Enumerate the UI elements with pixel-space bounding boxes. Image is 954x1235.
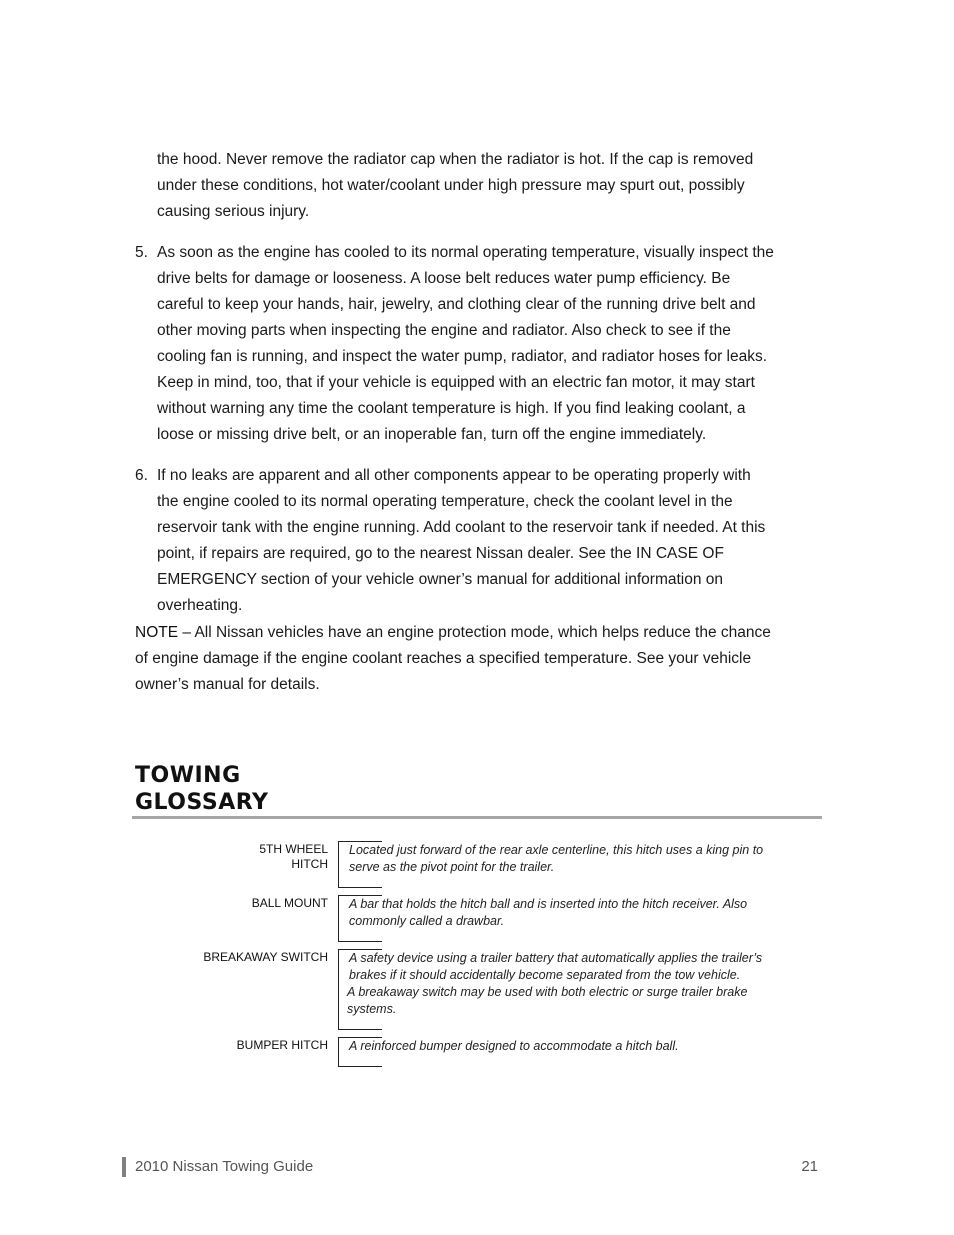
footer-title: 2010 Nissan Towing Guide [135, 1158, 314, 1175]
definition-line: A breakaway switch may be used with both electric or surge trailer brake [347, 985, 748, 999]
text-line: of engine damage if the engine coolant reaches a specified temperature. See your vehicle [135, 650, 752, 667]
text-line: EMERGENCY section of your vehicle owner’s manual for additional information on [157, 571, 724, 588]
glossary-term-5th-wheel-hitch [158, 842, 328, 872]
section-divider [132, 816, 822, 819]
glossary-term-ball-mount [158, 896, 328, 911]
text-line: the hood. Never remove the radiator cap when the radiator is hot. If the cap is removed [157, 151, 754, 168]
text-line: As soon as the engine has cooled to its normal operating temperature, visually inspect the [157, 244, 774, 261]
note-label: NOTE – [135, 624, 191, 641]
definition-line: systems. [347, 1002, 397, 1016]
glossary-definition-ball-mount [338, 895, 809, 942]
definition-line: A reinforced bumper designed to accommodate a hitch ball. [349, 1039, 679, 1053]
text-line: owner’s manual for details. [135, 676, 320, 693]
definition-line: serve as the pivot point for the trailer. [349, 860, 555, 874]
term-line: HITCH [291, 857, 328, 871]
page-number: 21 [801, 1158, 818, 1175]
continued-paragraph [157, 147, 827, 225]
text-line: loose or missing drive belt, or an inoperable fan, turn off the engine immediately. [157, 426, 707, 443]
text-line: If no leaks are apparent and all other components appear to be operating properly with [157, 467, 751, 484]
definition-line: A bar that holds the hitch ball and is inserted into the hitch receiver. Also [349, 897, 748, 911]
definition-line: commonly called a drawbar. [349, 914, 505, 928]
section-title-line: TOWING [135, 763, 241, 788]
text-line: drive belts for damage or looseness. A loose belt reduces water pump efficiency. Be [157, 270, 731, 287]
text-line: All Nissan vehicles have an engine protection mode, which helps reduce the chance [194, 624, 771, 641]
text-line: cooling fan is running, and inspect the water pump, radiator, and radiator hoses for leaks. [157, 348, 768, 365]
term-line: 5TH WHEEL [259, 842, 328, 856]
section-title-line: GLOSSARY [135, 790, 269, 815]
term-line: BUMPER HITCH [236, 1038, 328, 1052]
section-title [135, 762, 268, 816]
note-paragraph [135, 620, 825, 698]
text-line: causing serious injury. [157, 203, 310, 220]
definition-line: Located just forward of the rear axle centerline, this hitch uses a king pin to [349, 843, 764, 857]
glossary-term-breakaway-switch [158, 950, 328, 965]
step-5 [135, 240, 825, 448]
definition-line: brakes if it should accidentally become separated from the tow vehicle. [349, 968, 741, 982]
text-line: reservoir tank with the engine running. Add coolant to the reservoir tank if needed. At this [157, 519, 766, 536]
text-line: without warning any time the coolant temperature is high. If you find leaking coolant, a [157, 400, 746, 417]
step-number: 6. [135, 467, 148, 484]
term-line: BREAKAWAY SWITCH [203, 950, 328, 964]
glossary-term-bumper-hitch [158, 1038, 328, 1053]
glossary-definition-bumper-hitch [338, 1037, 809, 1067]
definition-line: A safety device using a trailer battery that automatically applies the trailer’s [349, 951, 763, 965]
step-6 [135, 463, 825, 619]
glossary-definition-5th-wheel-hitch [338, 841, 809, 888]
step-number: 5. [135, 244, 148, 261]
text-line: Keep in mind, too, that if your vehicle is equipped with an electric fan motor, it may start [157, 374, 755, 391]
text-line: overheating. [157, 597, 243, 614]
text-line: under these conditions, hot water/coolant under high pressure may spurt out, possibly [157, 177, 745, 194]
glossary-definition-breakaway-switch [338, 949, 809, 1030]
text-line: other moving parts when inspecting the engine and radiator. Also check to see if the [157, 322, 731, 339]
text-line: the engine cooled to its normal operating temperature, check the coolant level in the [157, 493, 733, 510]
term-line: BALL MOUNT [251, 896, 328, 910]
text-line: careful to keep your hands, hair, jewelry, and clothing clear of the running drive belt and [157, 296, 756, 313]
text-line: point, if repairs are required, go to the nearest Nissan dealer. See the IN CASE OF [157, 545, 724, 562]
footer-accent-bar [122, 1157, 126, 1177]
